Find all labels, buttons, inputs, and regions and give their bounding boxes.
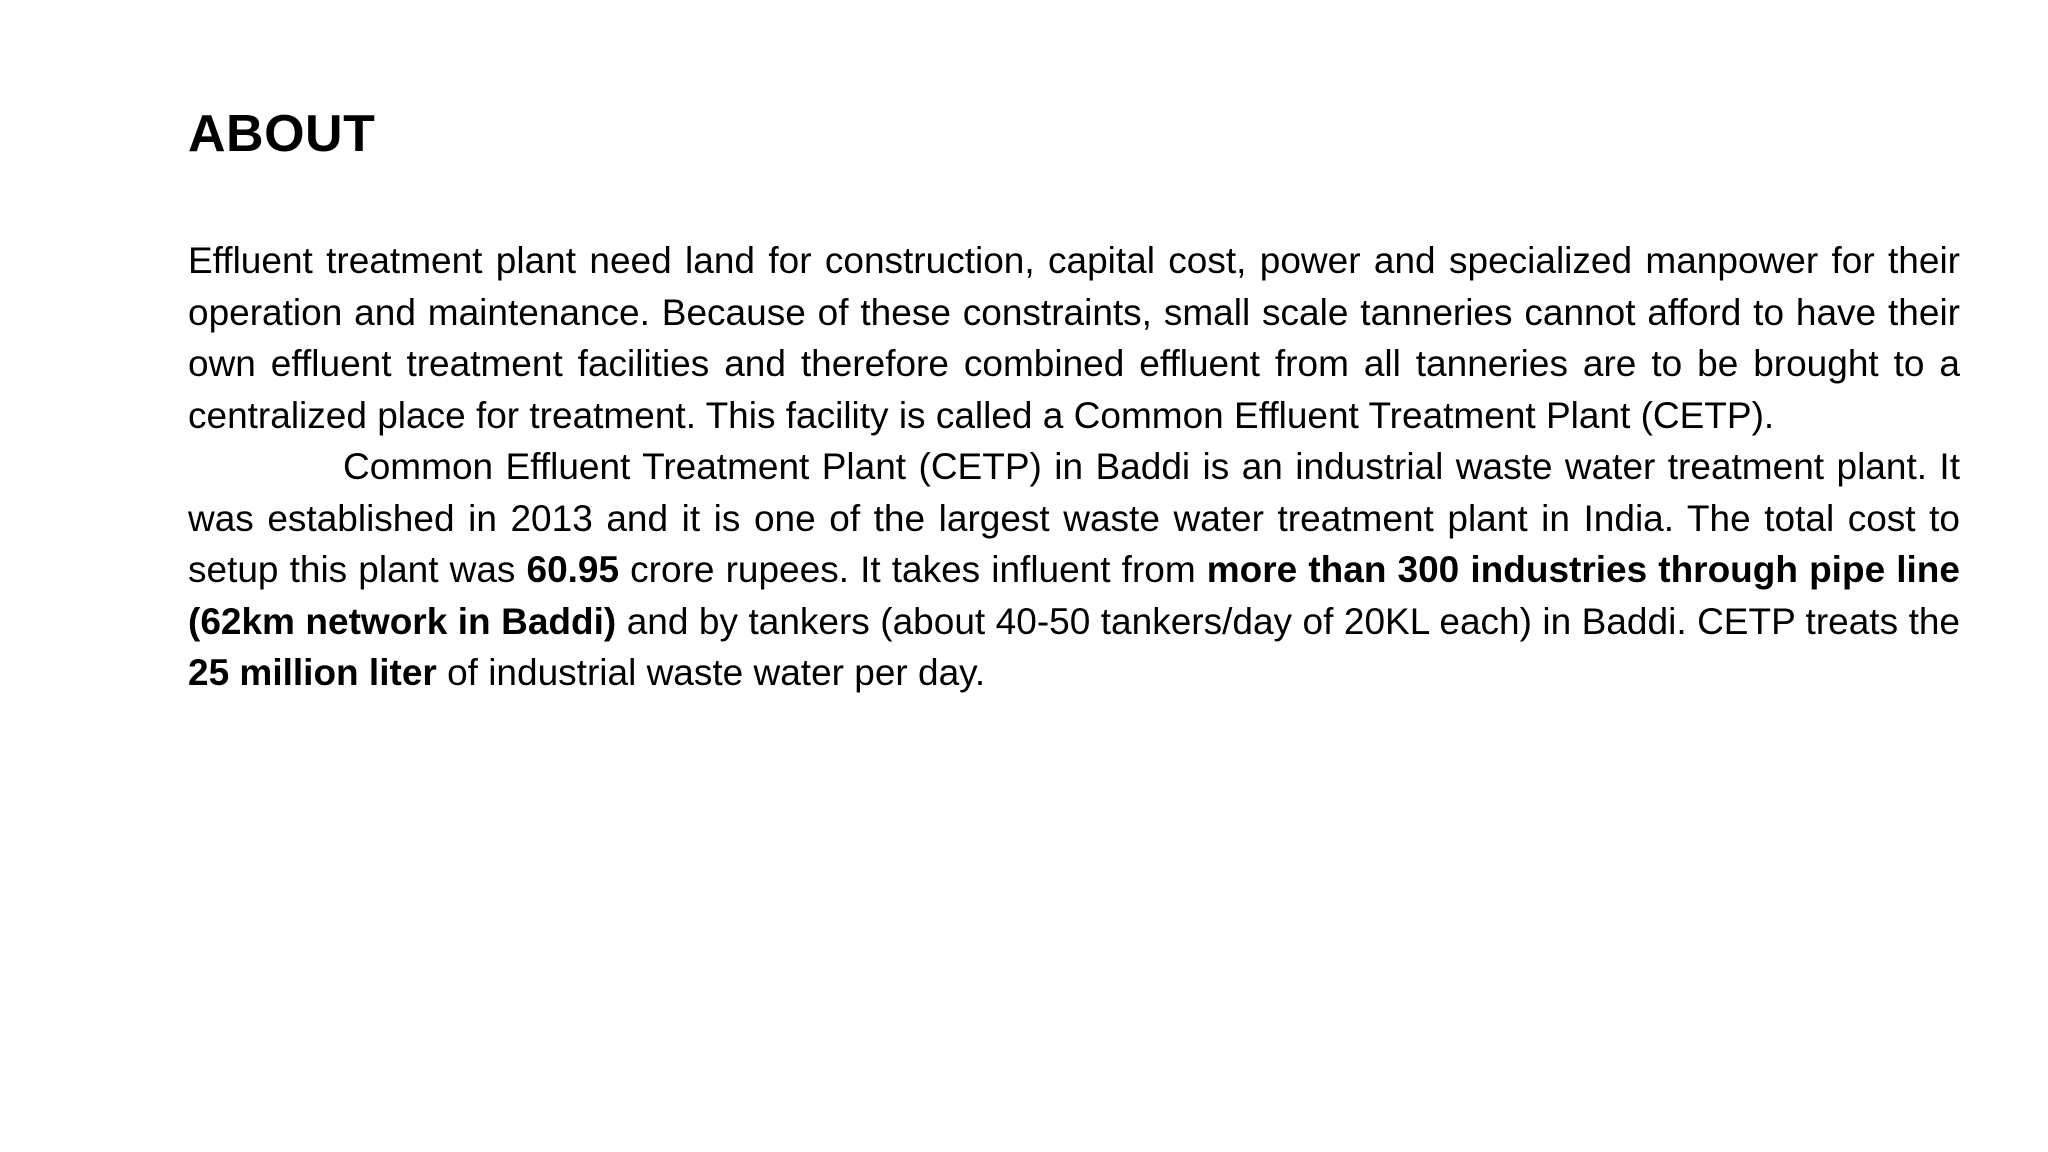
paragraph-cetp-baddi (188, 441, 1960, 699)
bold-cost-value: 60.95 (526, 549, 620, 590)
slide-title: ABOUT (188, 105, 376, 163)
text-segment: of industrial waste water per day. (436, 652, 986, 693)
slide-body (188, 235, 1960, 699)
text-segment: crore rupees. It takes influent from (619, 549, 1207, 590)
text-segment: Common Effluent Treatment Plant (CETP) in Baddi is an industrial waste water treatment plant. It was established in 2013 and it is one of the largest waste water treatment plant in India. The total cost to setup this plant was (188, 446, 1960, 590)
bold-industries-pipeline: more than 300 industries through pipe line (62km network in Baddi) (188, 549, 1960, 642)
text-segment: and by tankers (about 40-50 tankers/day of 20KL each) in Baddi. CETP treats the (616, 600, 1961, 642)
bold-capacity-value: 25 million liter (188, 652, 437, 693)
paragraph-intro: Effluent treatment plant need land for construction, capital cost, power and specialized manpower for their operation and maintenance. Because of these constraints, small scale tanneries cannot afford to have their own effluent treatment facilities and therefore combined effluent from all tanneries are to be brought to a centralized place for treatment. This facility is called a Common Effluent Treatment Plant (CETP). (188, 240, 1960, 436)
